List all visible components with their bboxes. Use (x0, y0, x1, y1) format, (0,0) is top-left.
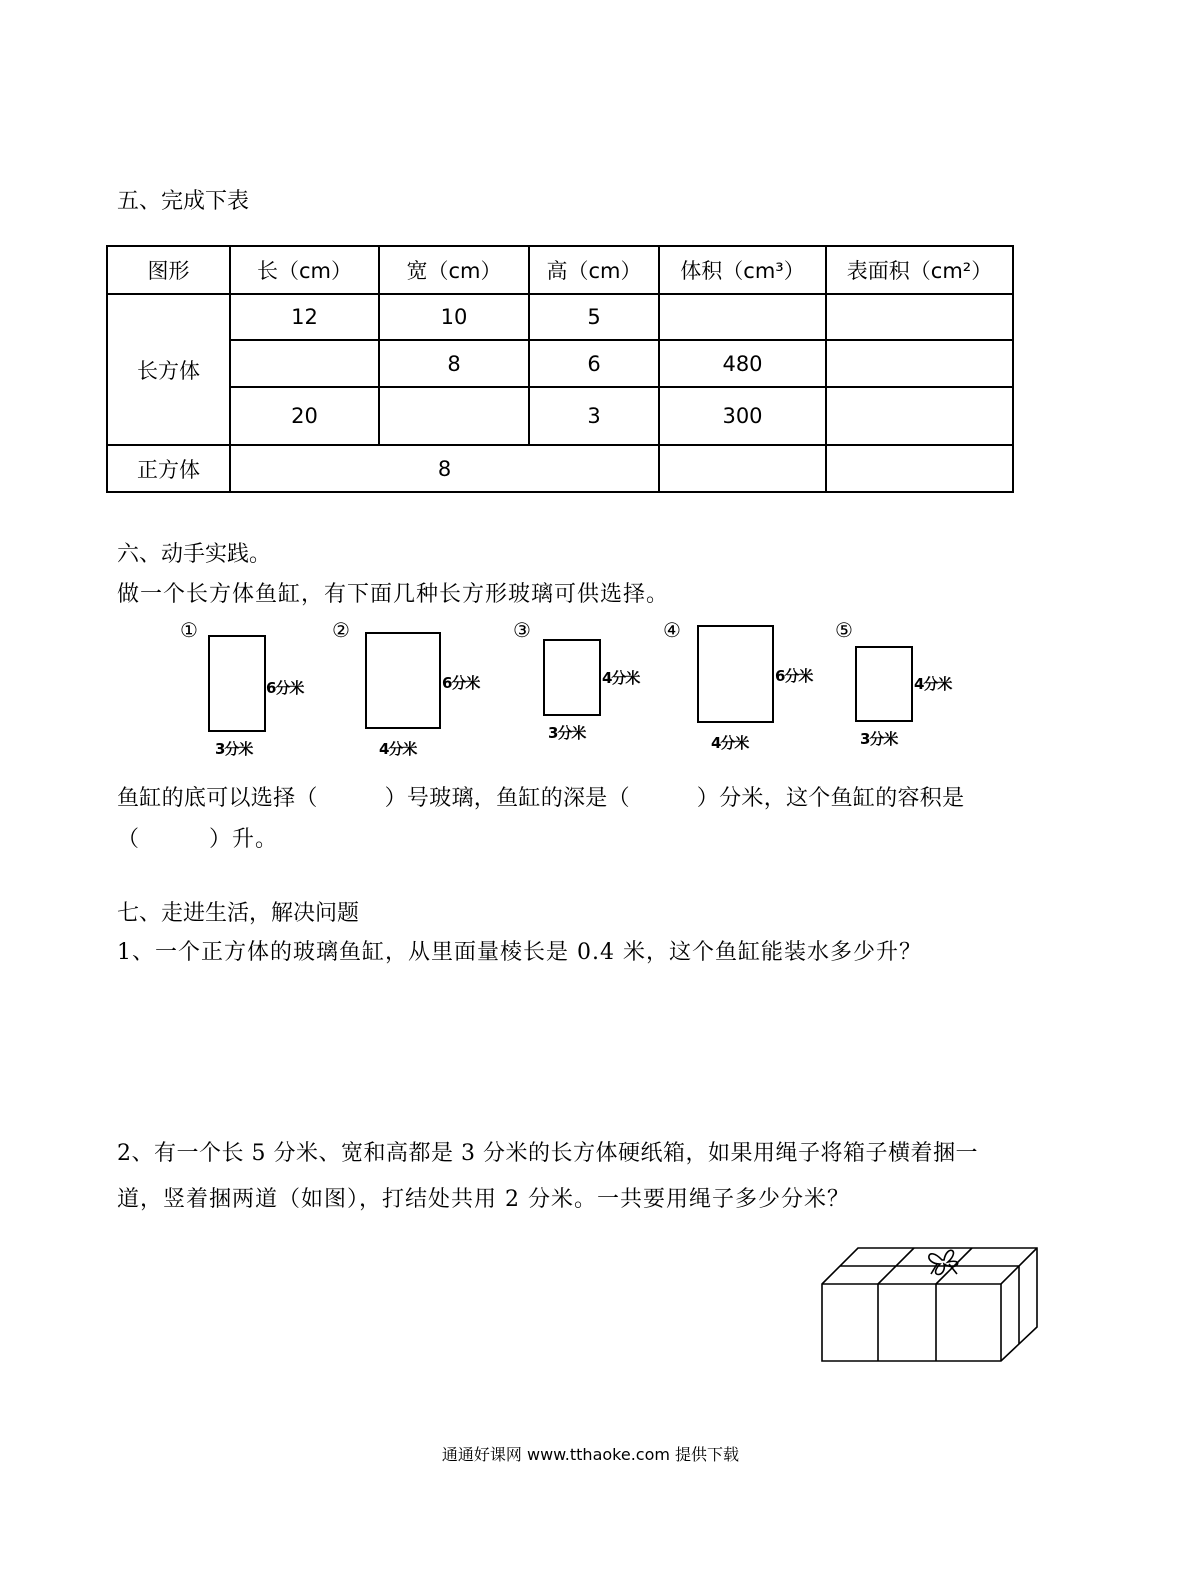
section7-question2-line1: 2、有一个长 5 分米、宽和高都是 3 分米的长方体硬纸箱，如果用绳子将箱子横着捆一 (117, 1141, 978, 1166)
table-header-cell: 表面积（cm²） (826, 246, 1013, 294)
table-cell: 5 (529, 294, 659, 340)
section6-intro: 做一个长方体鱼缸，有下面几种长方形玻璃可供选择。 (117, 582, 670, 607)
glass-number: ③ (513, 618, 531, 642)
table-header-row (107, 246, 1013, 294)
glass-side-label: 4分米 (914, 675, 952, 693)
table-header-cell: 宽（cm） (379, 246, 529, 294)
table-header-cell: 高（cm） (529, 246, 659, 294)
table-header-cell: 图形 (107, 246, 230, 294)
table-cell (379, 387, 529, 445)
table-cell (826, 387, 1013, 445)
row-group-label: 长方体 (107, 294, 230, 445)
table-cell: 480 (659, 340, 826, 387)
table-cell (826, 445, 1013, 492)
glass-side-label: 6分米 (775, 667, 813, 685)
glass-bottom-label: 3分米 (215, 740, 253, 758)
glass-side-label: 6分米 (266, 679, 304, 697)
table-cell (826, 294, 1013, 340)
glass-number: ② (332, 618, 350, 642)
section5-title: 五、完成下表 (117, 189, 250, 214)
section6-question-line2: （ ）升。 (117, 827, 279, 852)
glass-bottom-label: 3分米 (548, 724, 586, 742)
cube-label: 正方体 (107, 445, 230, 492)
glass-side-label: 6分米 (442, 674, 480, 692)
table-cell: 8 (379, 340, 529, 387)
section6-question-line1: 鱼缸的底可以选择（ ）号玻璃，鱼缸的深是（ ）分米，这个鱼缸的容积是 (117, 786, 965, 811)
section6-title: 六、动手实践。 (117, 542, 272, 567)
tied-box-illustration (815, 1240, 1045, 1370)
table-row (107, 445, 1013, 492)
table-row (107, 387, 1013, 445)
volume-table (106, 245, 1014, 493)
table-header-cell: 长（cm） (230, 246, 379, 294)
glass-rectangle (365, 632, 441, 729)
glass-number: ⑤ (835, 618, 853, 642)
glass-bottom-label: 4分米 (379, 740, 417, 758)
table-cell (659, 294, 826, 340)
table-cell: 10 (379, 294, 529, 340)
glass-bottom-label: 3分米 (860, 730, 898, 748)
glass-rectangle (208, 635, 266, 732)
footer-credit: 通通好课网 www.tthaoke.com 提供下载 (441, 1445, 740, 1464)
table-cell: 20 (230, 387, 379, 445)
glass-side-label: 4分米 (602, 669, 640, 687)
section7-question2-line2: 道，竖着捆两道（如图），打结处共用 2 分米。一共要用绳子多少分米？ (117, 1187, 850, 1212)
section7-title: 七、走进生活，解决问题 (117, 901, 360, 926)
table-cell: 300 (659, 387, 826, 445)
glass-rectangle (855, 646, 913, 722)
glass-number: ④ (663, 618, 681, 642)
section7-question1: 1、一个正方体的玻璃鱼缸，从里面量棱长是 0.4 米，这个鱼缸能装水多少升？ (117, 940, 922, 965)
glass-number: ① (180, 618, 198, 642)
glass-rectangle (697, 625, 774, 723)
table-header-cell: 体积（cm³） (659, 246, 826, 294)
glass-bottom-label: 4分米 (711, 734, 749, 752)
table-cell (230, 340, 379, 387)
table-cell (659, 445, 826, 492)
table-cell: 3 (529, 387, 659, 445)
table-cell: 6 (529, 340, 659, 387)
cube-edge-cell: 8 (230, 445, 659, 492)
glass-rectangle (543, 639, 601, 716)
table-row (107, 340, 1013, 387)
table-cell (826, 340, 1013, 387)
table-cell: 12 (230, 294, 379, 340)
table-row (107, 294, 1013, 340)
